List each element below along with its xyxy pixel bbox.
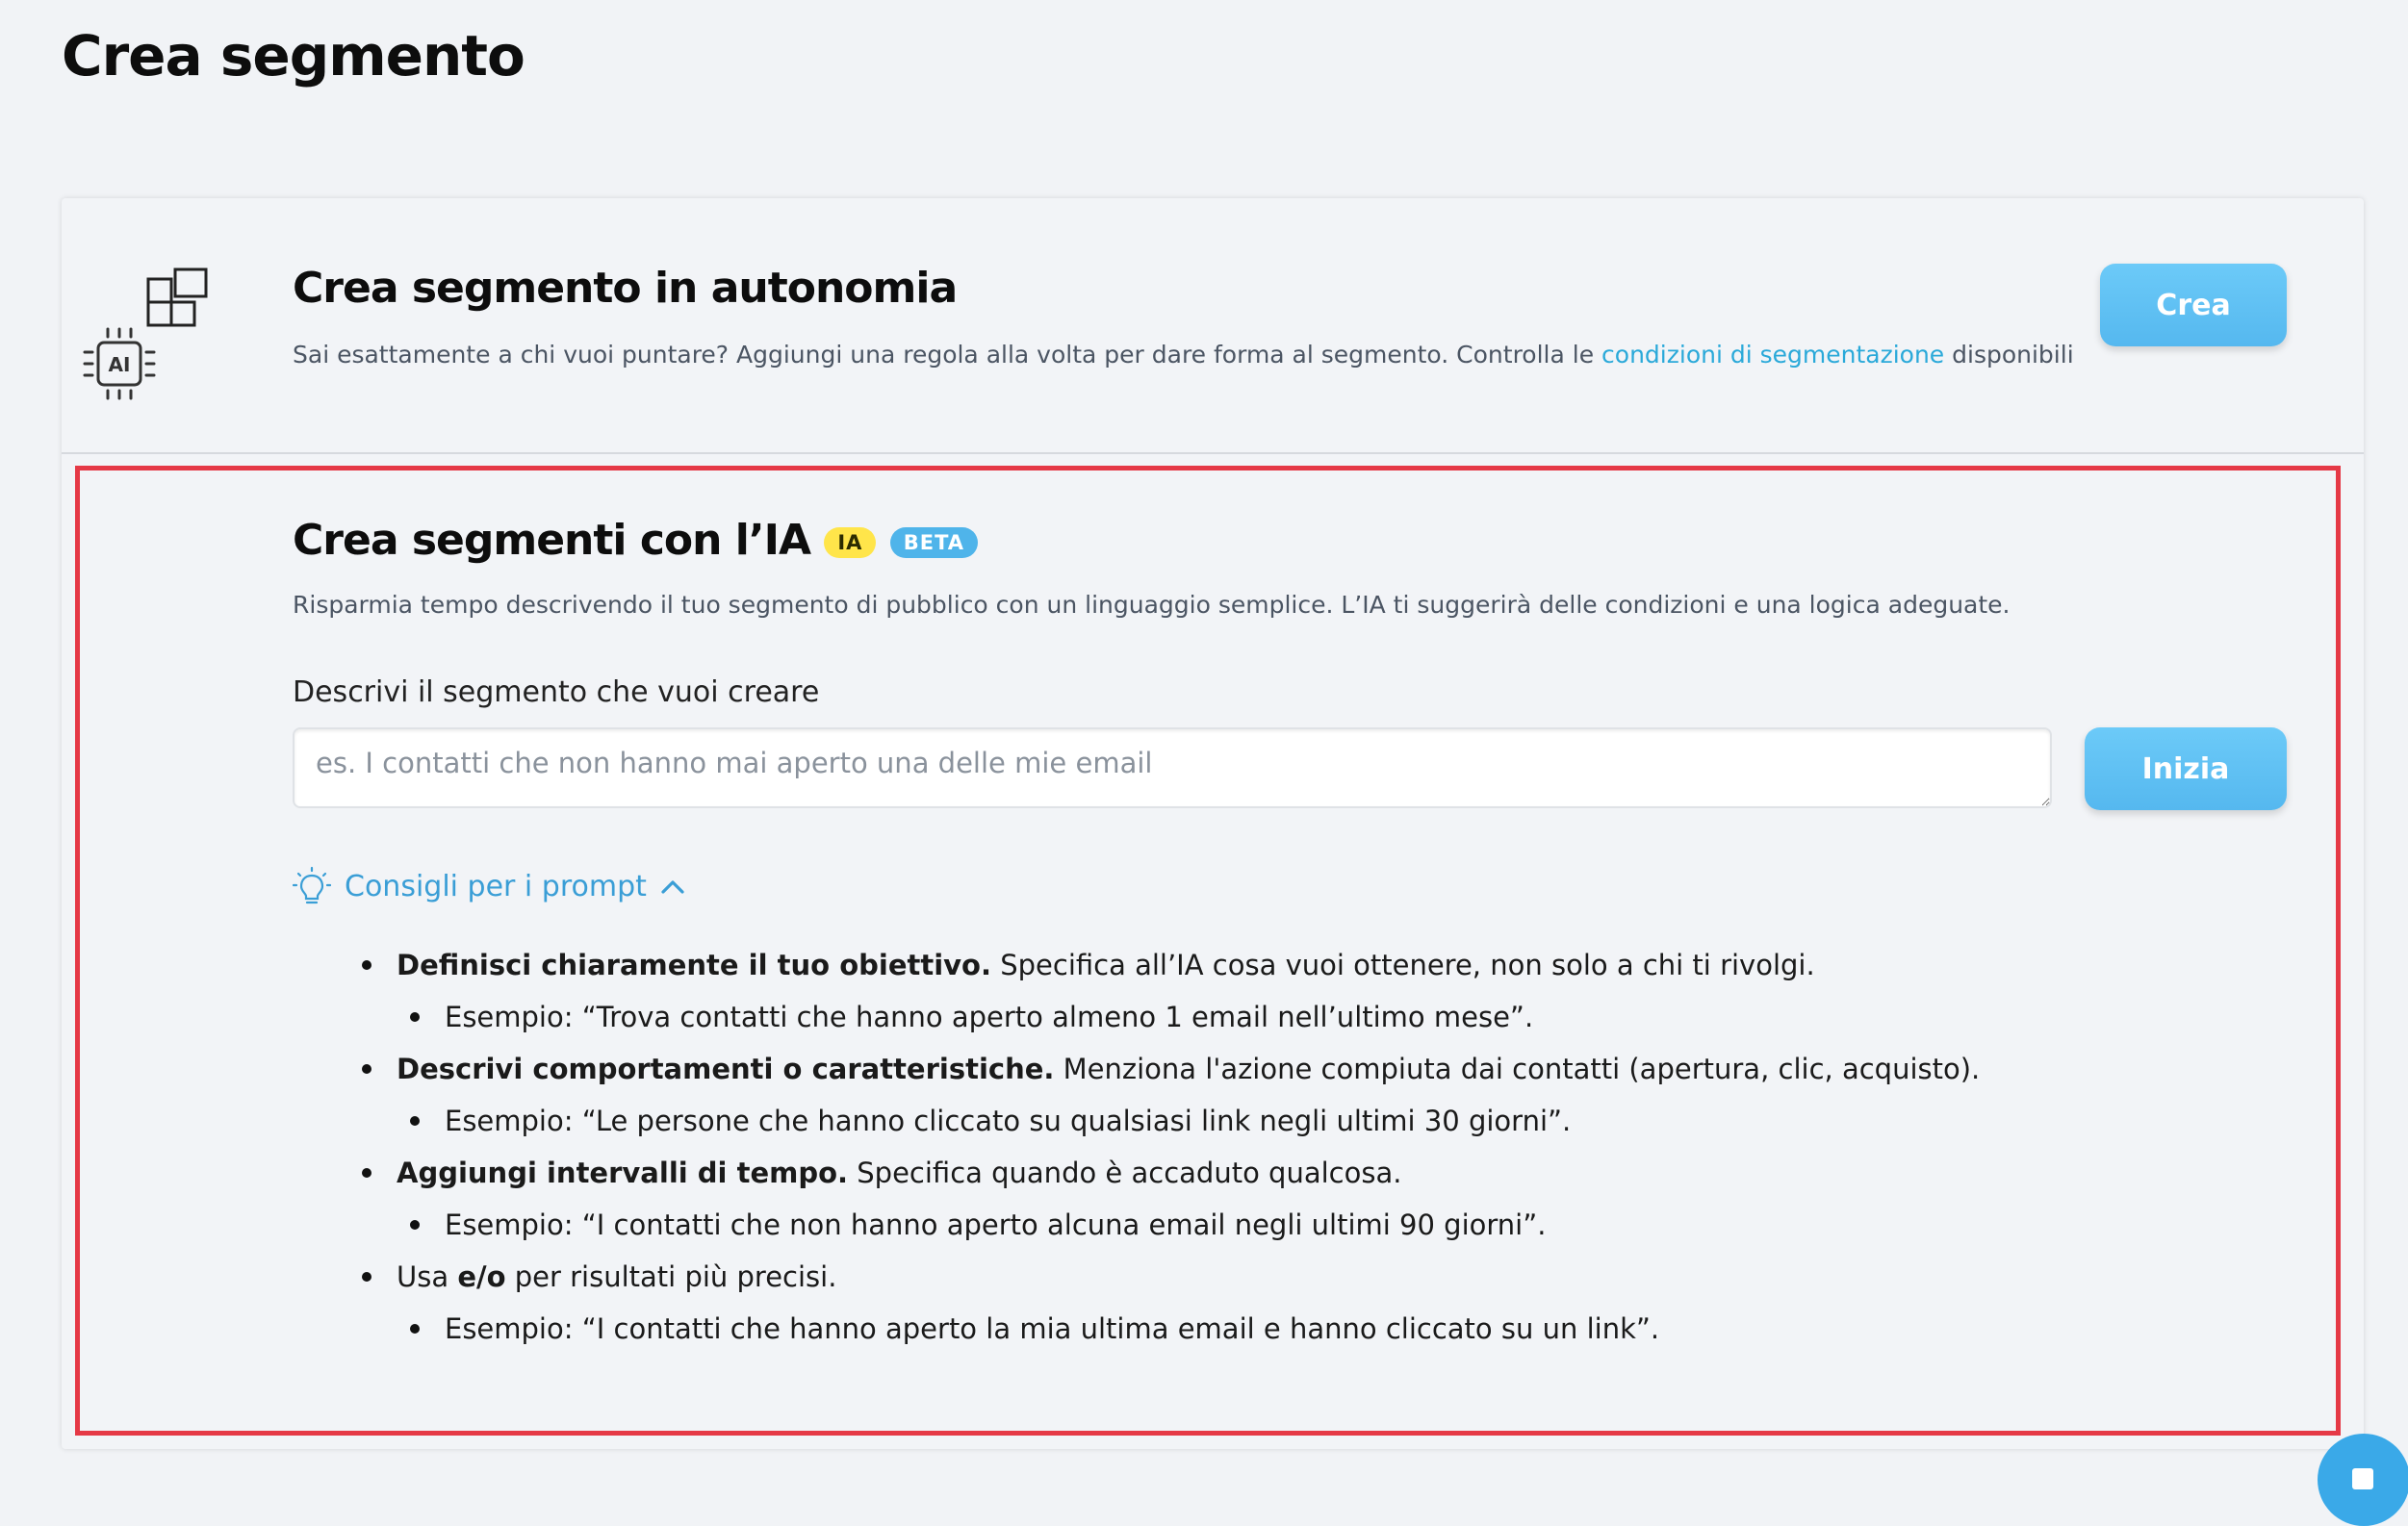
page-title: Crea segmento (62, 23, 525, 89)
tip-text: Specifica quando è accaduto qualcosa. (848, 1157, 1402, 1189)
lightbulb-icon (293, 866, 331, 906)
crea-button[interactable]: Crea (2100, 264, 2287, 346)
manual-desc-prefix: Sai esattamente a chi vuoi puntare? Aggiungi una regola alla volta per dare forma al segmento. Controlla le (293, 341, 1602, 369)
prompt-tips-toggle[interactable] (293, 864, 689, 908)
beta-badge: BETA (890, 527, 978, 558)
tip-example: Esempio: “Trova contatti che hanno aperto almeno 1 email nell’ultimo mese”. (397, 991, 1980, 1043)
inizia-button[interactable]: Inizia (2085, 727, 2287, 810)
segment-description-label: Descrivi il segmento che vuoi creare (293, 675, 820, 709)
ai-section-title (293, 516, 978, 565)
chat-fab-button[interactable] (2318, 1434, 2408, 1526)
segment-description-input[interactable] (293, 727, 2052, 808)
manual-section-description (293, 341, 2074, 369)
tip-title: Descrivi comportamenti o caratteristiche. (397, 1053, 1055, 1085)
tip-example: Esempio: “I contatti che non hanno aperto alcuna email negli ultimi 90 giorni”. (397, 1199, 1980, 1251)
manual-segment-section (62, 198, 2364, 454)
tip-example: Esempio: “Le persone che hanno cliccato su qualsiasi link negli ultimi 30 giorni”. (397, 1095, 1980, 1147)
ai-chip-icon (83, 327, 156, 400)
tip-text: per risultati più precisi. (505, 1260, 837, 1293)
manual-section-title: Crea segmento in autonomia (293, 264, 958, 313)
manual-desc-suffix: disponibili (1944, 341, 2074, 369)
svg-text:AI: AI (108, 353, 131, 376)
prompt-tips-list (346, 939, 1980, 1355)
ai-section-description: Risparmia tempo descrivendo il tuo segmento di pubblico con un linguaggio semplice. L’IA ti suggerirà delle condizioni e una logica adeguate. (293, 591, 2011, 619)
prompt-tips-label: Consigli per i prompt (345, 869, 647, 903)
tip-prefix: Usa (397, 1260, 458, 1293)
tip-title: Aggiungi intervalli di tempo. (397, 1157, 849, 1189)
chat-icon (2352, 1468, 2373, 1489)
tip-item (397, 1251, 1980, 1303)
tip-item (397, 939, 1980, 991)
chevron-up-icon (656, 874, 689, 899)
tip-title: Definisci chiaramente il tuo obiettivo. (397, 949, 991, 981)
tip-item (397, 1043, 1980, 1095)
ia-badge: IA (824, 527, 876, 558)
segmentation-conditions-link[interactable]: condizioni di segmentazione (1601, 341, 1945, 369)
ai-title-text: Crea segmenti con l’IA (293, 516, 810, 565)
tip-item (397, 1147, 1980, 1199)
tip-example: Esempio: “I contatti che hanno aperto la mia ultima email e hanno cliccato su un link”. (397, 1303, 1980, 1355)
tip-text: Menziona l'azione compiuta dai contatti (apertura, clic, acquisto). (1054, 1053, 1981, 1085)
blocks-icon (146, 267, 212, 329)
tip-title: e/o (457, 1260, 506, 1293)
tip-text: Specifica all’IA cosa vuoi ottenere, non solo a chi ti rivolgi. (991, 949, 1815, 981)
